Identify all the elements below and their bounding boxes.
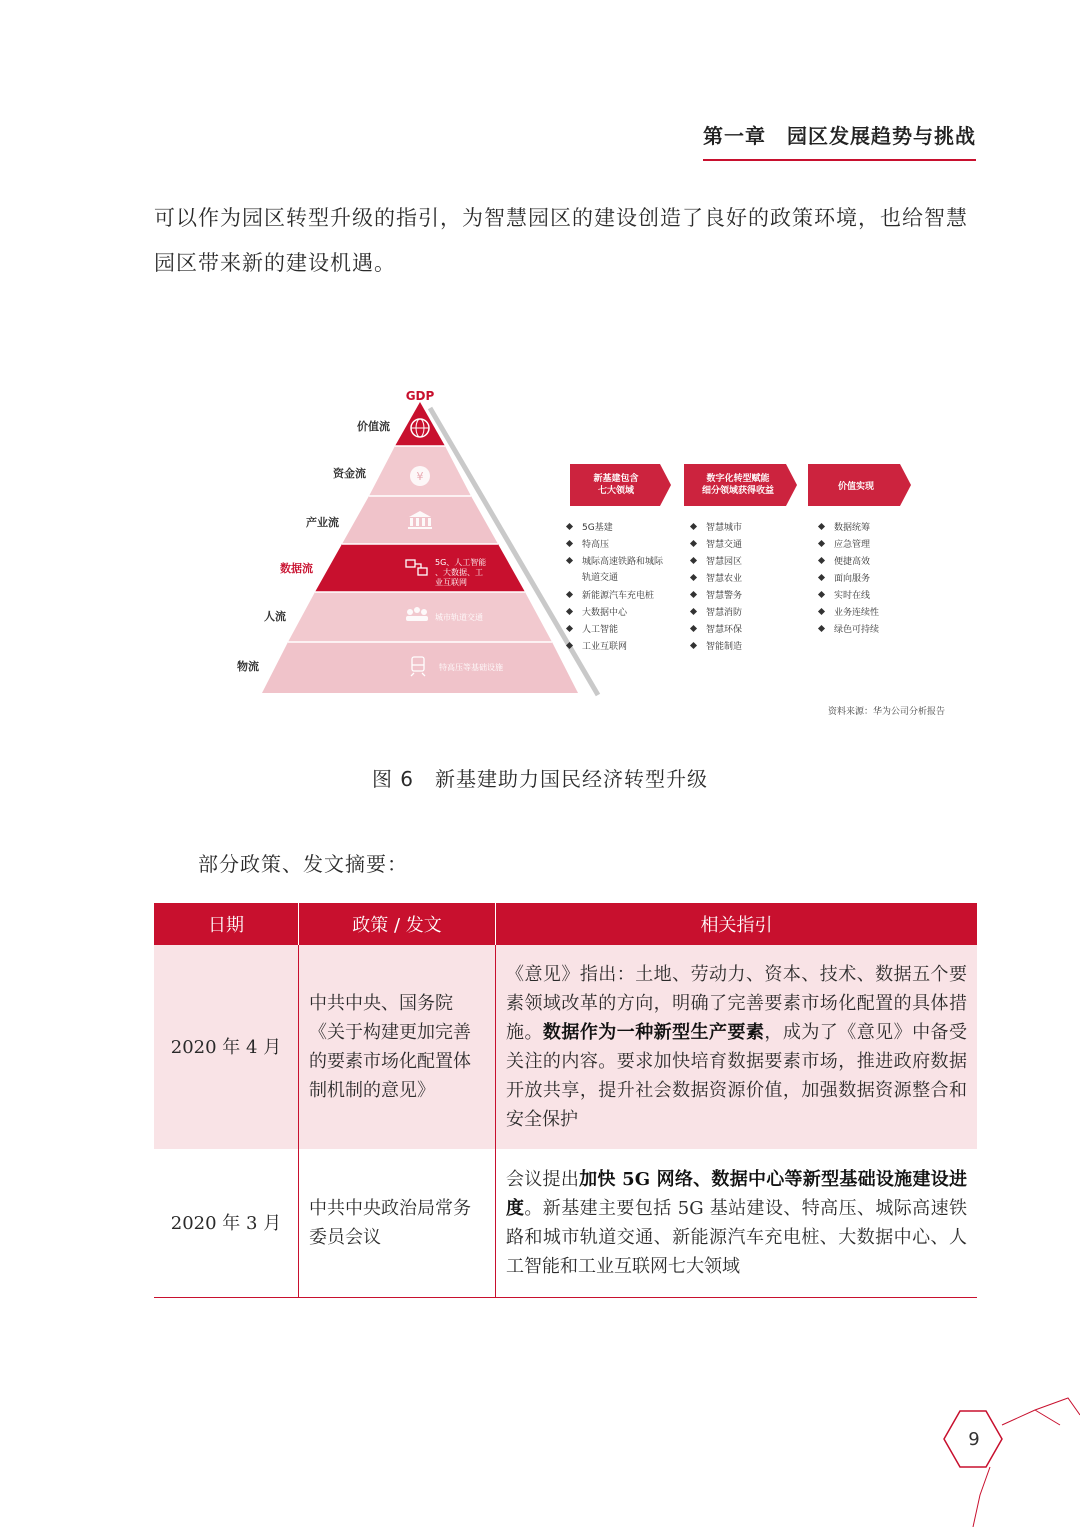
figure-list-item: 应急管理 xyxy=(834,540,871,550)
level-label-value: 价值流 xyxy=(357,420,390,433)
figure-list-item: 大数据中心 xyxy=(582,608,628,618)
bullet-diamond-icon xyxy=(818,523,825,530)
header-policy: 政策 / 发文 xyxy=(299,903,496,945)
bullet-diamond-icon xyxy=(566,557,573,564)
figure-source: 资料来源：华为公司分析报告 xyxy=(827,707,945,717)
row-guide xyxy=(496,945,978,1149)
pyramid-diagram xyxy=(220,380,960,725)
figure-list-item: 智慧农业 xyxy=(706,574,743,584)
figure-list-item: 特高压 xyxy=(582,540,610,550)
column-heading-3: 价值实现 xyxy=(837,482,875,492)
level-label-data: 数据流 xyxy=(280,562,313,575)
figure-list-item: 城际高速铁路和城际 xyxy=(582,557,664,567)
bullet-diamond-icon xyxy=(690,591,697,598)
column-heading-1-bg xyxy=(570,464,671,506)
bullet-diamond-icon xyxy=(690,608,697,615)
figure-list-item: 业务连续性 xyxy=(834,608,880,618)
figure-list-item: 智慧城市 xyxy=(706,523,743,533)
level-label-industry: 产业流 xyxy=(306,516,339,529)
row-date: 2020 年 3 月 xyxy=(154,1149,299,1298)
figure-list-item: 实时在线 xyxy=(834,591,871,601)
bullet-diamond-icon xyxy=(566,523,573,530)
svg-text:¥: ¥ xyxy=(416,470,424,483)
figure-list-item: 智能制造 xyxy=(706,642,743,652)
header-date: 日期 xyxy=(154,903,299,945)
row-policy: 中共中央政治局常务委员会议 xyxy=(299,1149,496,1298)
figure-list-item: 轨道交通 xyxy=(582,573,619,583)
policy-table xyxy=(154,903,977,1298)
logistics-level-text: 特高压等基础设施 xyxy=(439,663,503,672)
figure-list-item: 绿色可持续 xyxy=(834,625,880,635)
bullet-diamond-icon xyxy=(566,591,573,598)
intro-paragraph: 可以作为园区转型升级的指引，为智慧园区的建设创造了良好的政策环境，也给智慧园区带来新的建设机遇。 xyxy=(154,206,968,275)
figure-list-item: 智慧消防 xyxy=(706,608,743,618)
figure-list-item: 智慧警务 xyxy=(706,591,743,601)
decor-line-2 xyxy=(973,1467,990,1527)
bullet-diamond-icon xyxy=(818,608,825,615)
figure-list-item: 5G基建 xyxy=(582,523,613,533)
row-date: 2020 年 4 月 xyxy=(154,945,299,1149)
chapter-title: 第一章 园区发展趋势与挑战 xyxy=(703,120,976,161)
pyramid-band-3 xyxy=(342,496,498,544)
column-heading-1: 新基建包含七大领域 xyxy=(593,474,639,496)
guide-emphasis: 加快 5G 网络、数据中心等新型基础设施建设进度 xyxy=(506,1169,967,1219)
bullet-diamond-icon xyxy=(818,625,825,632)
bullet-diamond-icon xyxy=(818,591,825,598)
pyramid-figure xyxy=(220,380,960,725)
people-level-text: 城市轨道交通 xyxy=(435,613,483,622)
column-heading-2-bg xyxy=(684,464,797,506)
table-header-row xyxy=(154,903,977,945)
guide-text: ，成为了《意见》中备受关注的内容。要求加快培育数据要素市场，推进政府数据开放共享，提升社会数据资源价值，加强数据资源整合和安全保护 xyxy=(506,1022,968,1130)
bullet-diamond-icon xyxy=(566,608,573,615)
figure-list-item: 智慧园区 xyxy=(706,557,743,567)
lead-text: 部分政策、发文摘要： xyxy=(198,852,408,876)
figure-list-item: 便捷高效 xyxy=(834,557,871,567)
level-label-logistics: 物流 xyxy=(237,660,259,673)
guide-text: 《意见》指出：土地、劳动力、资本、技术、数据五个要素领域改革的方向，明确了完善要素市场化配置的具体措施。 xyxy=(506,964,967,1043)
figure-list-item: 人工智能 xyxy=(582,625,619,635)
decor-line-3 xyxy=(1035,1410,1060,1425)
bullet-diamond-icon xyxy=(818,540,825,547)
table-row xyxy=(154,1149,977,1298)
bullet-diamond-icon xyxy=(818,557,825,564)
apex-label: GDP xyxy=(405,389,435,403)
figure-list-item: 智慧环保 xyxy=(706,625,743,635)
bullet-diamond-icon xyxy=(690,557,697,564)
figure-list-item: 数据统筹 xyxy=(834,523,871,533)
table-row xyxy=(154,945,977,1149)
bullet-diamond-icon xyxy=(690,642,697,649)
figure-list-item: 工业互联网 xyxy=(582,642,628,652)
bullet-diamond-icon xyxy=(690,625,697,632)
row-guide xyxy=(496,1149,978,1298)
level-label-people: 人流 xyxy=(264,610,286,623)
bullet-diamond-icon xyxy=(818,574,825,581)
column-heading-2: 数字化转型赋能细分领域获得收益 xyxy=(701,474,775,496)
figure-list-item: 智慧交通 xyxy=(706,540,743,550)
page-number-text: 9 xyxy=(968,1429,980,1450)
figure-list-item: 面向服务 xyxy=(834,574,871,584)
header-guide: 相关指引 xyxy=(496,903,978,945)
yen-icon xyxy=(410,466,430,486)
bullet-diamond-icon xyxy=(690,540,697,547)
bullet-diamond-icon xyxy=(690,523,697,530)
page-number xyxy=(944,1410,1004,1470)
bullet-diamond-icon xyxy=(566,625,573,632)
guide-emphasis: 数据作为一种新型生产要素 xyxy=(542,1022,765,1043)
figure-caption: 图 6 新基建助力国民经济转型升级 xyxy=(371,767,709,791)
pyramid-band-6 xyxy=(262,642,578,693)
guide-text: 会议提出 xyxy=(506,1169,580,1190)
decor-line-1 xyxy=(1002,1398,1080,1425)
row-policy: 中共中央、国务院《关于构建更加完善的要素市场化配置体制机制的意见》 xyxy=(299,945,496,1149)
figure-list-item: 新能源汽车充电桩 xyxy=(582,591,655,601)
data-level-text: 5G、人工智能、大数据、工业互联网 xyxy=(435,558,487,587)
bullet-diamond-icon xyxy=(566,540,573,547)
level-label-capital: 资金流 xyxy=(333,467,366,480)
bullet-diamond-icon xyxy=(690,574,697,581)
guide-text: 。新基建主要包括 5G 基站建设、特高压、城际高速铁路和城市轨道交通、新能源汽车充电桩、大数据中心、人工智能和工业互联网七大领域 xyxy=(506,1198,967,1277)
